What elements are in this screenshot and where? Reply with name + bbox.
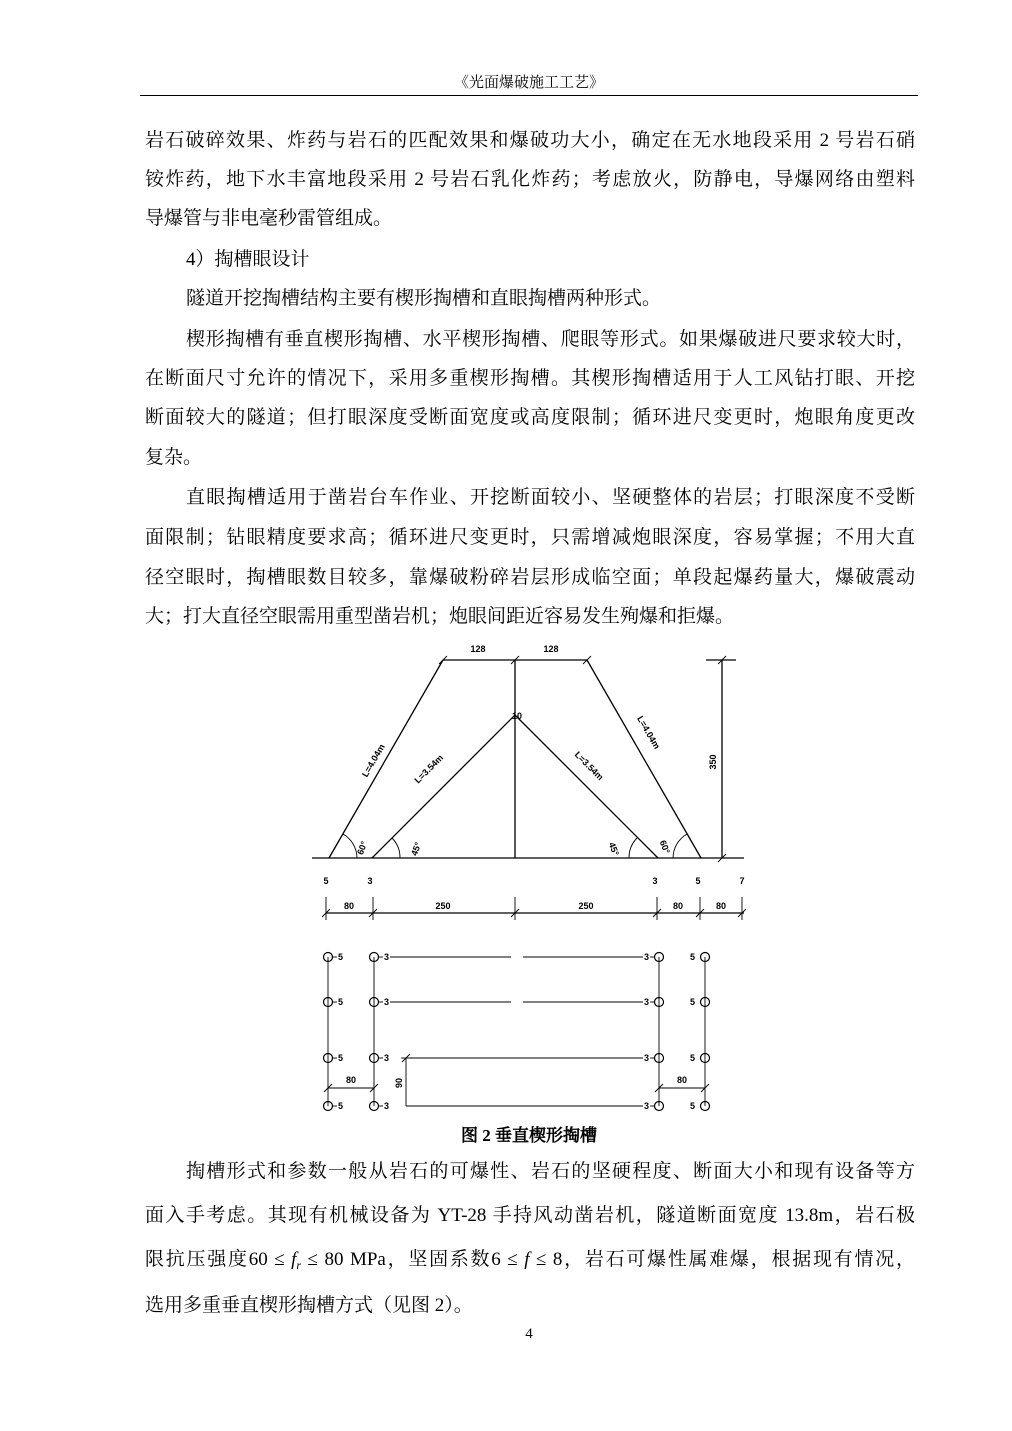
section-heading: 4）掏槽眼设计 [186,249,310,270]
math-subscript: r [296,1258,302,1272]
outer-right-length-label: L=4.04m [635,714,662,751]
text-line: 直眼掏槽适用于凿岩台车作业、开挖断面较小、坚硬整体的岩层；打眼深度不受断 [186,487,915,508]
angle-label-inner-left: 45° [409,840,424,858]
math-symbol-f: f [524,1249,530,1270]
page-number: 4 [525,1326,533,1342]
top-dim-label-left: 128 [470,644,486,654]
text-run: 限抗压强度 [145,1249,249,1270]
hole-label: 5 [690,997,696,1007]
inner-left-hole [372,715,515,858]
hole-label: 5 [690,1101,696,1111]
inner-right-length-label: L=3.54m [572,749,606,783]
math-run: ≤ 8 [529,1249,563,1270]
angle-arc-outer-left [343,834,357,858]
angle-label-inner-right: 45° [606,840,621,858]
math-symbol-f: f [291,1249,297,1270]
angle-label-outer-right: 60° [657,838,672,856]
text-line: 径空眼时，掏槽眼数目较多，靠爆破粉碎岩层形成临空面；单段起爆药量大，爆破震动 [145,567,915,588]
hole-label: 5 [338,952,344,962]
text-line: 掏槽形式和参数一般从岩石的可爆性、岩石的坚硬程度、断面大小和现有设备等方 [186,1161,915,1182]
base-label: 5 [323,876,329,886]
outer-left-length-label: L=4.04m [360,742,387,779]
header-rule [140,95,918,96]
base-dim-label: 80 [343,901,355,911]
text-line: 选用多重垂直楔形掏槽方式（见图 2）。 [145,1295,473,1316]
text-line: 断面较大的隧道；但打眼深度受断面宽度或高度限制；循环进尺变更时，炮眼角度更改 [145,407,915,428]
hole-label: 5 [338,997,344,1007]
hole-label: 3 [644,952,650,962]
text-line: 铵炸药，地下水丰富地段采用 2 号岩石乳化炸药；考虑放火，防静电，导爆网络由塑料 [145,169,915,190]
inner-left-length-label: L=3.54m [412,752,446,786]
math-run: 6 ≤ [491,1249,525,1270]
hole-label: 3 [384,997,390,1007]
hole-label: 3 [644,1053,650,1063]
hole-label: 3 [644,997,650,1007]
figure-caption: 图 2 垂直楔形掏槽 [461,1126,597,1145]
outer-left-hole [329,660,443,858]
base-label: 3 [652,876,658,886]
plan-row-label: 90 [394,1077,404,1089]
base-dim-label: 250 [578,901,594,911]
text-line-math [145,1246,915,1274]
hole-label: 5 [338,1101,344,1111]
height-dim-label: 350 [708,754,718,770]
base-dim-label: 80 [715,901,727,911]
angle-label-outer-left: 60° [355,839,370,857]
text-line: 楔形掏槽有垂直楔形掏槽、水平楔形掏槽、爬眼等形式。如果爆破进尺要求较大时， [186,329,915,350]
top-dim-label-right: 128 [543,644,559,654]
math-run: ≤ 80 MPa [301,1249,386,1270]
outer-right-hole [587,660,701,858]
hole-label: 3 [644,1101,650,1111]
hole-label: 3 [384,1053,390,1063]
base-dim-label: 250 [435,901,451,911]
text-line: 岩石破碎效果、炸药与岩石的匹配效果和爆破功大小，确定在无水地段采用 2 号岩石硝 [145,130,915,151]
text-line: 复杂。 [145,447,203,468]
hole-label: 5 [690,952,696,962]
text-line: 隧道开挖掏槽结构主要有楔形掏槽和直眼掏槽两种形式。 [186,288,662,309]
text-line: 在断面尺寸允许的情况下，采用多重楔形掏槽。其楔形掏槽适用于人工风钻打眼、开挖 [145,368,915,389]
base-label: 5 [695,876,701,886]
text-run: ，岩石可爆性属难爆，根据现有情况， [562,1249,915,1270]
base-dim-label: 80 [672,901,684,911]
text-line: 面入手考虑。其现有机械设备为 YT-28 手持风动凿岩机，隧道断面宽度 13.8m，岩石极 [145,1205,915,1226]
angle-arc-inner-right [629,838,637,858]
math-run: 60 ≤ [248,1249,292,1270]
base-label: 7 [739,876,745,886]
text-line: 面限制；钻眼精度要求高；循环进尺变更时，只需增减炮眼深度，容易掌握；不用大直 [145,527,915,548]
wedge-cut-diagram [300,640,760,1120]
text-line: 大；打大直径空眼需用重型凿岩机；炮眼间距近容易发生殉爆和拒爆。 [145,606,735,627]
inner-right-hole [515,715,658,858]
hole-label: 3 [384,952,390,962]
text-line: 导爆管与非电毫秒雷管组成。 [145,208,393,229]
angle-arc-outer-right [673,834,687,858]
hole-label: 5 [338,1053,344,1063]
apex-label: 10 [511,711,523,721]
plan-spacing-label-left: 80 [345,1075,357,1085]
base-label: 3 [367,876,373,886]
running-header: 《光面爆破施工工艺》 [453,75,604,91]
plan-spacing-label-right: 80 [676,1075,688,1085]
text-run: ，坚固系数 [385,1249,492,1270]
hole-label: 3 [384,1101,390,1111]
angle-arc-inner-left [392,838,400,858]
hole-label: 5 [690,1053,696,1063]
